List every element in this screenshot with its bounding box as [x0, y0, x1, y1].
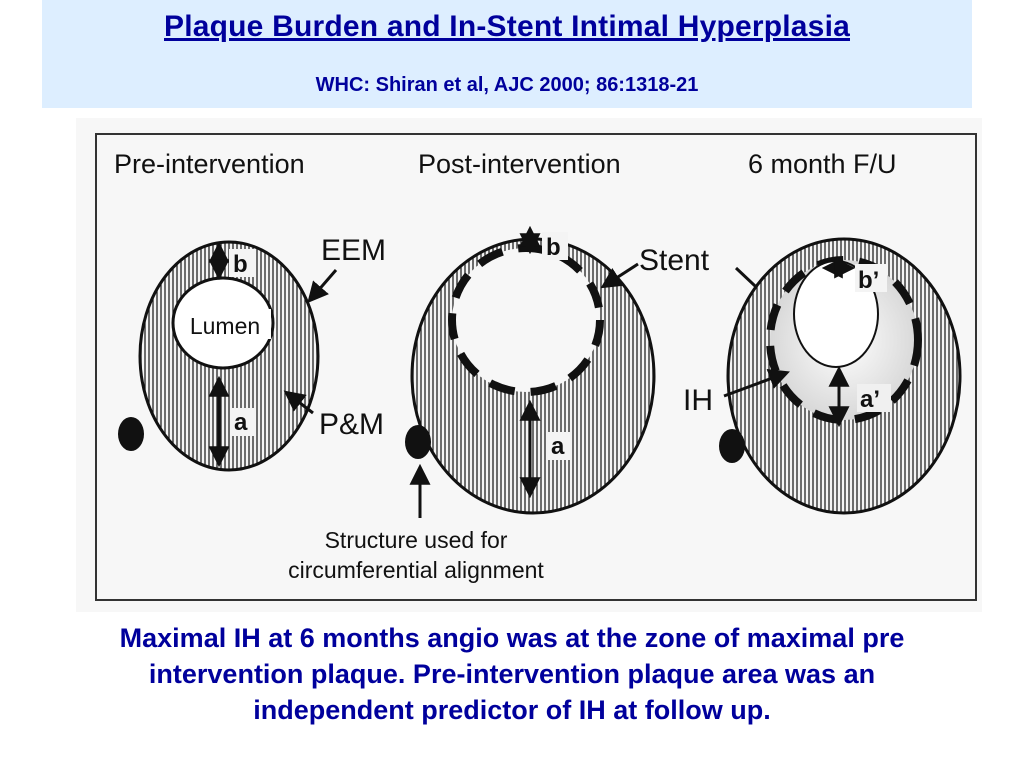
caption-line-1: Maximal IH at 6 months angio was at the zone of maximal pre	[119, 623, 905, 653]
eem-label: EEM	[321, 234, 387, 267]
panel-label-post: Post-intervention	[418, 149, 621, 179]
panel-label-followup: 6 month F/U	[748, 149, 897, 179]
followup-alignment-structure	[719, 429, 745, 463]
followup-b-prime-label: b’	[858, 267, 880, 294]
caption-line-3: independent predictor of IH at follow up.	[253, 695, 771, 725]
post-alignment-structure	[405, 425, 431, 459]
structure-label-line1: Structure used for	[324, 527, 508, 553]
slide-subtitle: WHC: Shiran et al, AJC 2000; 86:1318-21	[315, 74, 699, 96]
panel-label-pre: Pre-intervention	[114, 149, 305, 179]
pre-b-label: b	[233, 251, 248, 278]
pre-alignment-structure	[118, 417, 144, 451]
pre-a-label: a	[234, 409, 248, 436]
post-b-label: b	[546, 234, 561, 261]
stent-label: Stent	[639, 244, 710, 277]
pm-label: P&M	[319, 408, 385, 441]
caption-line-2: intervention plaque. Pre-intervention plaque area was an	[148, 659, 876, 689]
structure-label-line2: circumferential alignment	[288, 557, 544, 583]
slide-title: Plaque Burden and In-Stent Intimal Hyperplasia	[164, 10, 850, 43]
ih-label: IH	[683, 384, 713, 417]
lumen-label: Lumen	[189, 313, 261, 339]
ivus-diagram	[76, 118, 982, 612]
followup-a-prime-label: a’	[860, 386, 881, 413]
slide-caption	[0, 620, 1024, 728]
post-a-label: a	[551, 433, 565, 460]
title-banner	[42, 0, 972, 108]
